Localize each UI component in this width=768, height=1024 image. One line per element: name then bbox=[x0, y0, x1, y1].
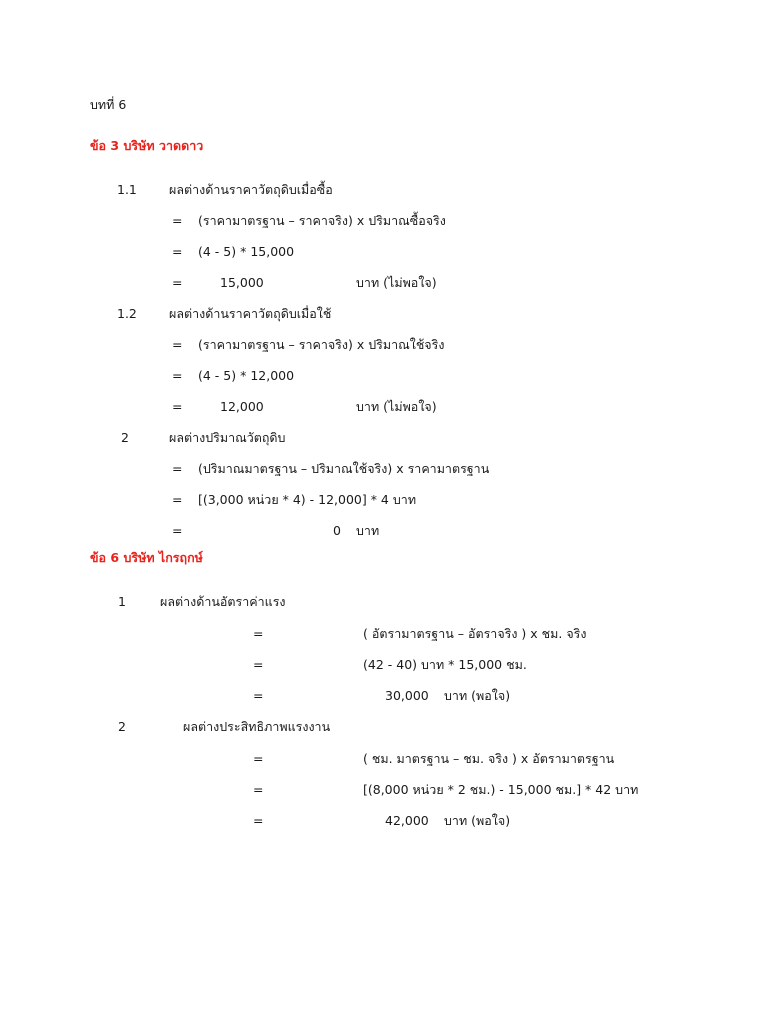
q3-s11-formula: (ราคามาตรฐาน – ราคาจริง) x ปริมาณซื้อจริง bbox=[198, 213, 446, 228]
q3-s12-title: ผลต่างด้านราคาวัตถุดิบเมื่อใช้ bbox=[169, 306, 332, 321]
equals-sign: = bbox=[253, 751, 264, 766]
q6-s2-number: 2 bbox=[118, 719, 126, 734]
q3-s12-number: 1.2 bbox=[117, 306, 137, 321]
q6-s2-calc: [(8,000 หน่วย * 2 ชม.) - 15,000 ชม.] * 42 บาท bbox=[363, 782, 639, 797]
equals-sign: = bbox=[253, 657, 264, 672]
equals-sign: = bbox=[172, 244, 183, 259]
q3-s12-unit: บาท (ไม่พอใจ) bbox=[356, 399, 437, 414]
q3-s11-number: 1.1 bbox=[117, 182, 137, 197]
q3-s11-title: ผลต่างด้านราคาวัตถุดิบเมื่อซื้อ bbox=[169, 182, 333, 197]
q6-s2-formula: ( ชม. มาตรฐาน – ชม. จริง ) x อัตรามาตรฐาน bbox=[363, 751, 615, 766]
q3-s12-formula: (ราคามาตรฐาน – ราคาจริง) x ปริมาณใช้จริง bbox=[198, 337, 445, 352]
q6-s1-title: ผลต่างด้านอัตราค่าแรง bbox=[160, 594, 286, 609]
q3-s2-unit: บาท bbox=[356, 523, 380, 538]
q3-s12-result: 12,000 bbox=[220, 399, 264, 414]
q6-s1-result: 30,000 bbox=[385, 688, 429, 703]
q3-s2-title: ผลต่างปริมาณวัตถุดิบ bbox=[169, 430, 286, 445]
q3-heading: ข้อ 3 บริษัท วาดดาว bbox=[90, 138, 204, 153]
q3-s2-result: 0 bbox=[333, 523, 341, 538]
q6-s1-unit: บาท (พอใจ) bbox=[444, 688, 511, 703]
q3-s2-formula: (ปริมาณมาตรฐาน – ปริมาณใช้จริง) x ราคามาตรฐาน bbox=[198, 461, 490, 476]
q6-s2-title: ผลต่างประสิทธิภาพแรงงาน bbox=[183, 719, 331, 734]
equals-sign: = bbox=[253, 782, 264, 797]
q6-s2-unit: บาท (พอใจ) bbox=[444, 813, 511, 828]
q3-s12-calc: (4 - 5) * 12,000 bbox=[198, 368, 295, 383]
equals-sign: = bbox=[253, 626, 264, 641]
q3-s2-calc: [(3,000 หน่วย * 4) - 12,000] * 4 บาท bbox=[198, 492, 417, 507]
equals-sign: = bbox=[253, 688, 264, 703]
q6-heading: ข้อ 6 บริษัท ไกรฤกษ์ bbox=[90, 550, 203, 565]
q6-s1-number: 1 bbox=[118, 594, 126, 609]
equals-sign: = bbox=[172, 368, 183, 383]
equals-sign: = bbox=[172, 337, 183, 352]
equals-sign: = bbox=[253, 813, 264, 828]
chapter-title: บทที่ 6 bbox=[90, 97, 127, 112]
equals-sign: = bbox=[172, 275, 183, 290]
equals-sign: = bbox=[172, 523, 183, 538]
q3-s11-unit: บาท (ไม่พอใจ) bbox=[356, 275, 437, 290]
q6-s1-calc: (42 - 40) บาท * 15,000 ชม. bbox=[363, 657, 527, 672]
q3-s11-result: 15,000 bbox=[220, 275, 264, 290]
q3-s11-calc: (4 - 5) * 15,000 bbox=[198, 244, 295, 259]
equals-sign: = bbox=[172, 492, 183, 507]
equals-sign: = bbox=[172, 213, 183, 228]
q6-s1-formula: ( อัตรามาตรฐาน – อัตราจริง ) x ชม. จริง bbox=[363, 626, 587, 641]
equals-sign: = bbox=[172, 399, 183, 414]
q6-s2-result: 42,000 bbox=[385, 813, 429, 828]
equals-sign: = bbox=[172, 461, 183, 476]
q3-s2-number: 2 bbox=[121, 430, 129, 445]
